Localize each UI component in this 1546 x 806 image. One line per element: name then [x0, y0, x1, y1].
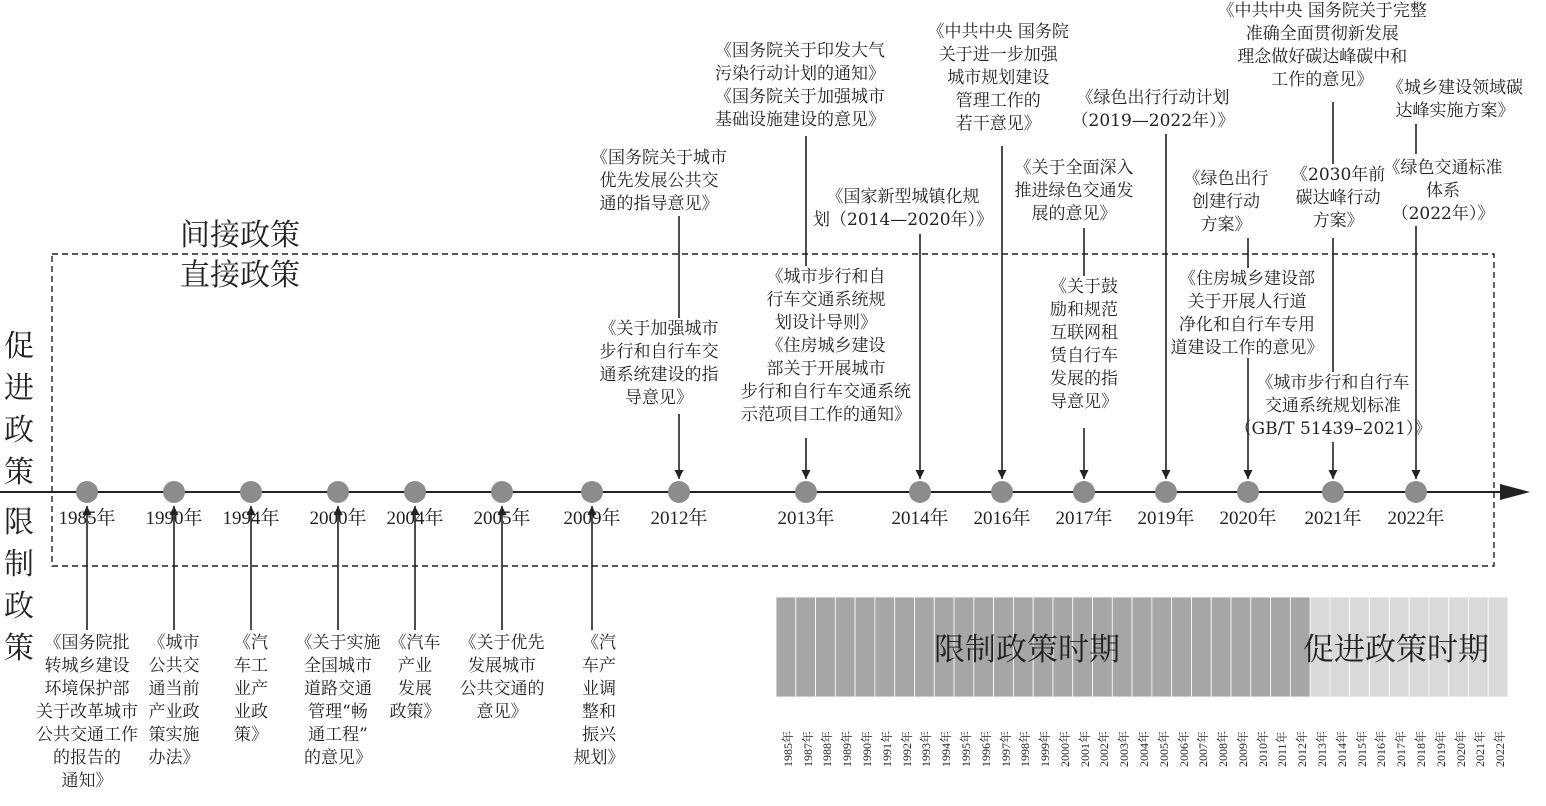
promote-period-label: 促进政策时期 — [1303, 632, 1489, 668]
period-bar-cell — [1152, 597, 1172, 697]
promote-policy-label: 促 进 政 策 — [4, 329, 34, 490]
period-bar-year-label: 2018年 — [1413, 730, 1428, 767]
period-bar-year-label: 1990年 — [860, 730, 875, 767]
period-bar-year-label: 1999年 — [1038, 730, 1053, 767]
timeline-year-label: 2014年 — [891, 508, 949, 529]
timeline-dot — [404, 481, 426, 503]
timeline-dot — [1155, 481, 1177, 503]
period-bar-year-label: 1995年 — [958, 730, 973, 767]
period-bar-cell — [816, 597, 836, 697]
timeline-year-label: 2017年 — [1055, 508, 1113, 529]
period-bar-year-label: 2013年 — [1315, 730, 1330, 767]
period-bar-year-label: 2022年 — [1493, 730, 1508, 767]
restrict-policy-label: 《关于实施 全国城市 道路交通 管理“畅 通工程” 的意见》 — [295, 633, 381, 768]
timeline-dot — [1322, 481, 1344, 503]
period-bar-year-label: 1992年 — [899, 730, 914, 767]
timeline-dot — [491, 481, 513, 503]
timeline-year-label: 2004年 — [386, 508, 444, 529]
period-bar-year-label: 2015年 — [1354, 730, 1369, 767]
period-bar-year-label: 1988年 — [820, 730, 835, 767]
period-bar-year-label: 2006年 — [1176, 730, 1191, 767]
timeline-dot — [909, 481, 931, 503]
timeline-year-label: 2020年 — [1219, 508, 1277, 529]
timeline-year-label: 2022年 — [1387, 508, 1445, 529]
indirect-policy-label: 《国家新型城镇化规 划（2014—2020年）》 — [813, 187, 994, 230]
timeline-dot — [327, 481, 349, 503]
period-bar-cell — [1231, 597, 1251, 697]
timeline-dot — [668, 481, 690, 503]
period-bar-cell — [1271, 597, 1291, 697]
direct-policy-label: 《关于加强城市 步行和自行车交 通系统建设的指 导意见》 — [599, 319, 719, 408]
timeline-year-label: 2016年 — [973, 508, 1031, 529]
timeline-year-label: 2012年 — [650, 508, 708, 529]
timeline-dot — [1073, 481, 1095, 503]
timeline-year-label: 2000年 — [309, 508, 367, 529]
timeline-year-label: 2019年 — [1137, 508, 1195, 529]
timeline-year-label: 2005年 — [473, 508, 531, 529]
period-bar-year-label: 1989年 — [840, 730, 855, 767]
indirect-policy-label: 《国务院关于印发大气 污染行动计划的通知》 《国务院关于加强城市 基础设施建设的意见》 — [715, 41, 885, 130]
period-bar-cell — [1488, 597, 1508, 697]
period-bar-year-label: 2011年 — [1275, 731, 1290, 767]
period-bar-year-label: 1985年 — [780, 730, 795, 767]
period-bar-year-label: 1997年 — [998, 730, 1013, 767]
timeline-dot — [581, 481, 603, 503]
period-bar-year-label: 1994年 — [939, 730, 954, 767]
indirect-policy-label: 《中共中央 国务院 关于进一步加强 城市规划建设 管理工作的 若干意见》 — [927, 22, 1069, 134]
period-bar-year-label: 2010年 — [1255, 730, 1270, 767]
period-bar-year-label: 2008年 — [1216, 730, 1231, 767]
timeline-year-label: 2021年 — [1304, 508, 1362, 529]
period-bar-year-label: 2016年 — [1374, 730, 1389, 767]
restrict-policy-label: 限 制 政 策 — [4, 505, 34, 666]
period-bar-cell — [796, 597, 816, 697]
period-bar-cell — [875, 597, 895, 697]
period-bar-year-label: 1998年 — [1018, 730, 1033, 767]
period-bar-cell — [1211, 597, 1231, 697]
indirect-policy-label: 《国务院关于城市 优先发展公共交 通的指导意见》 — [591, 148, 727, 214]
period-bar-year-label: 2002年 — [1097, 730, 1112, 767]
period-bar-year-label: 2017年 — [1394, 730, 1409, 767]
period-bar-cell — [895, 597, 915, 697]
indirect-policy-label: 《城乡建设领域碳 达峰实施方案》 — [1387, 78, 1523, 121]
timeline-year-label: 1990年 — [145, 508, 203, 529]
timeline-year-label: 1994年 — [222, 508, 280, 529]
period-bar-cell — [835, 597, 855, 697]
indirect-policy-label: 《绿色交通标准 体系 （2022年）》 — [1383, 158, 1503, 224]
timeline-arrowhead — [1500, 484, 1530, 500]
direct-policy-label: 《关于鼓 励和规范 互联网租 赁自行车 发展的指 导意见》 — [1050, 277, 1118, 412]
indirect-policy-label: 《2030年前 碳达峰行动 方案》 — [1291, 165, 1386, 231]
period-bar-year-label: 2020年 — [1453, 730, 1468, 767]
direct-policy-label: 《住房城乡建设部 关于开展人行道 净化和自行车专用 道建设工作的意见》 — [1170, 269, 1324, 358]
indirect-policy-label: 《中共中央 国务院关于完整 准确全面贯彻新发展 理念做好碳达峰碳中和 工作的意见》 — [1217, 1, 1427, 90]
indirect-policy-label: 间接政策 — [180, 218, 300, 253]
timeline-dot — [1237, 481, 1259, 503]
period-bar-year-label: 2004年 — [1137, 730, 1151, 767]
restrict-policy-label: 《关于优先 发展城市 公共交通的 意见》 — [459, 633, 545, 722]
restrict-policy-label: 《汽 车工 业产 业政 策》 — [234, 633, 268, 745]
period-bar-cell — [1251, 597, 1271, 697]
restrict-period-label: 限制政策时期 — [934, 632, 1120, 668]
direct-policy-label: 《城市步行和自 行车交通系统规 划设计导则》 《住房城乡建设 部关于开展城市 步行和自行车交通系统 示范项目工作的通知》 — [741, 267, 911, 425]
period-bar-year-label: 2003年 — [1117, 730, 1132, 767]
timeline-dot — [991, 481, 1013, 503]
period-bar-cell — [1172, 597, 1192, 697]
timeline-year-label: 2009年 — [563, 508, 621, 529]
period-bar-year-label: 2001年 — [1077, 730, 1092, 767]
period-bar-year-label: 2005年 — [1156, 730, 1171, 767]
direct-policy-label: 直接政策 — [180, 258, 300, 293]
period-bar-cell — [855, 597, 875, 697]
timeline-year-label: 1985年 — [58, 508, 116, 529]
direct-policy-label: 《城市步行和自行车 交通系统规划标准 （GB/T 51439–2021）》 — [1234, 373, 1432, 439]
period-bar-year-label: 2000年 — [1057, 730, 1072, 767]
period-bar-year-label: 1987年 — [800, 730, 815, 767]
restrict-policy-label: 《国务院批 转城乡建设 环境保护部 关于改革城市 公共交通工作 的报告的 通知》 — [36, 633, 138, 791]
timeline-dot — [76, 481, 98, 503]
period-bar-cell — [914, 597, 934, 697]
period-bar-year-label: 1996年 — [978, 730, 993, 767]
restrict-policy-label: 《汽车 产业 发展 政策》 — [389, 633, 441, 722]
timeline-dot — [1405, 481, 1427, 503]
restrict-policy-label: 《城市 公共交 通当前 产业政 策实施 办法》 — [148, 633, 200, 768]
period-bar-year-label: 2007年 — [1196, 730, 1211, 767]
period-bar-year-label: 2012年 — [1295, 730, 1310, 767]
indirect-policy-label: 《绿色出行 创建行动 方案》 — [1183, 169, 1269, 235]
period-bar-year-label: 1993年 — [919, 730, 934, 767]
period-bar-year-label: 2009年 — [1235, 730, 1250, 767]
period-bar-cell — [1191, 597, 1211, 697]
period-bar-year-label: 2021年 — [1473, 730, 1488, 767]
timeline-dot — [795, 481, 817, 503]
period-bar-cell — [776, 597, 796, 697]
timeline-dot — [163, 481, 185, 503]
period-bar-cell — [1132, 597, 1152, 697]
indirect-policy-label: 《关于全面深入 推进绿色交通发 展的意见》 — [1014, 158, 1134, 224]
restrict-policy-label: 《汽 车产 业调 整和 振兴 规划》 — [573, 633, 625, 768]
period-bar-year-label: 2019年 — [1433, 730, 1448, 767]
period-bar-year-label: 2014年 — [1334, 730, 1349, 767]
timeline-dot — [240, 481, 262, 503]
timeline-year-label: 2013年 — [777, 508, 835, 529]
period-bar-year-label: 1991年 — [879, 730, 894, 767]
indirect-policy-label: 《绿色出行行动计划 （2019—2022年）》 — [1071, 88, 1235, 131]
